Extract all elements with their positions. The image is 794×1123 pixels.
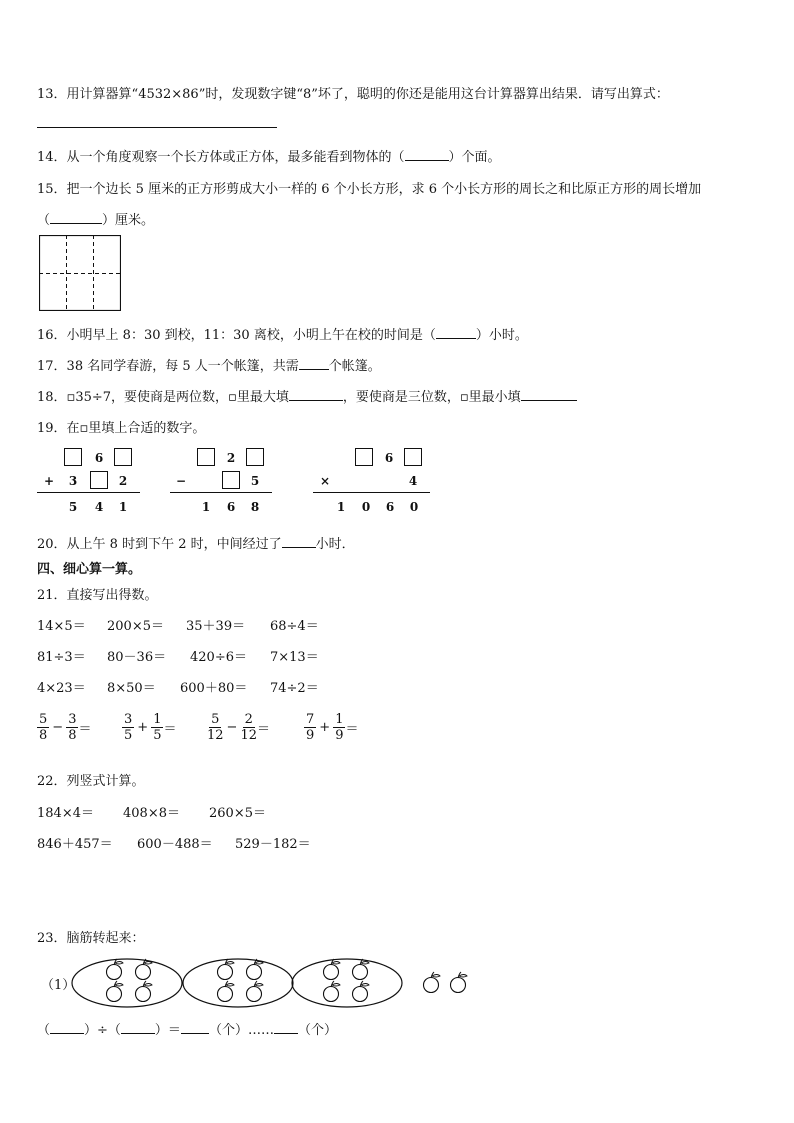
fraction-expression: 5 12 − $\frac{2}{12}$ ＝ — [207, 712, 271, 743]
apple-group — [292, 959, 402, 1007]
calc-item: 35＋39＝ — [186, 619, 246, 634]
calc-item: 184×4＝ — [37, 806, 94, 821]
q16-blank[interactable] — [436, 338, 476, 339]
q14-text: 14．从一个角度观察一个长方体或正方体，最多能看到物体的（ ）个面。 — [37, 150, 501, 165]
digit: 6 — [226, 500, 236, 514]
digit: 4 — [94, 500, 104, 514]
times-sign: × — [319, 474, 331, 488]
calc-item: 600－488＝ — [137, 837, 213, 852]
calc-item: 68÷4＝ — [270, 619, 319, 634]
digit: 0 — [361, 500, 371, 514]
divisor-blank[interactable] — [121, 1033, 155, 1034]
q15-blank[interactable] — [50, 223, 102, 224]
apple-groups-diagram — [70, 952, 480, 1010]
digit-box[interactable] — [355, 448, 373, 466]
q15-text-line1: 15．把一个边长 5 厘米的正方形剪成大小一样的 6 个小长方形，求 6 个小长方形的周长之和比原正方形的周长增加 — [37, 182, 702, 197]
q13-text: 13．用计算器算“4532×86”时，发现数字键“8”坏了，聪明的你还是能用这台计算器算出结果．请写出算式： — [37, 87, 669, 102]
digit: 5 — [250, 474, 260, 488]
q23-formula: （ ）÷（ ）＝ （个）…… （个） — [37, 1023, 337, 1038]
digit: 6 — [385, 500, 395, 514]
q19-text: 19．在▫里填上合适的数字。 — [37, 421, 206, 436]
digit: 6 — [384, 451, 394, 465]
q17-text: 17．38 名同学春游，每 5 人一个帐篷，共需 个帐篷。 — [37, 359, 381, 374]
digit: 0 — [409, 500, 419, 514]
quotient-blank[interactable] — [181, 1033, 209, 1034]
calc-item: 74÷2＝ — [270, 681, 319, 696]
calc-item: 420÷6＝ — [190, 650, 247, 665]
q23-label: （1） — [41, 978, 76, 993]
digit: 1 — [201, 500, 211, 514]
digit: 2 — [118, 474, 128, 488]
calc-item: 260×5＝ — [209, 806, 266, 821]
calc-item: 80－36＝ — [107, 650, 167, 665]
remainder-blank[interactable] — [274, 1033, 298, 1034]
fraction-expression: 5 8 − $\frac{3}{8}$ ＝ — [39, 712, 92, 743]
digit-box[interactable] — [404, 448, 422, 466]
square-cut-diagram — [39, 235, 121, 311]
q23-text: 23．脑筋转起来： — [37, 931, 145, 946]
digit: 6 — [94, 451, 104, 465]
calc-item: 200×5＝ — [107, 619, 164, 634]
digit: 8 — [250, 500, 260, 514]
calc-item: 529－182＝ — [235, 837, 311, 852]
product-line — [313, 492, 430, 493]
apple-group — [72, 959, 182, 1007]
plus-sign: + — [43, 474, 55, 488]
difference-line — [170, 492, 272, 493]
q17-blank[interactable] — [299, 369, 329, 370]
q14-blank[interactable] — [405, 160, 449, 161]
calc-item: 8×50＝ — [107, 681, 156, 696]
q20-blank[interactable] — [282, 547, 316, 548]
digit: 4 — [408, 474, 418, 488]
digit: 5 — [68, 500, 78, 514]
digit-box[interactable] — [64, 448, 82, 466]
calc-item: 846＋457＝ — [37, 837, 113, 852]
digit-box[interactable] — [90, 471, 108, 489]
q13-answer-line[interactable] — [37, 127, 277, 128]
digit-box[interactable] — [197, 448, 215, 466]
remainder-apples — [424, 972, 468, 993]
q18-blank-2[interactable] — [521, 400, 577, 401]
q15-text-line2: （ ）厘米。 — [37, 213, 155, 228]
q22-text: 22．列竖式计算。 — [37, 774, 145, 789]
digit-box[interactable] — [246, 448, 264, 466]
digit: 1 — [336, 500, 346, 514]
digit: 2 — [226, 451, 236, 465]
calc-item: 600＋80＝ — [180, 681, 248, 696]
q18-text: 18．▫35÷7，要使商是两位数，▫里最大填 ，要使商是三位数，▫里最小填 — [37, 386, 577, 405]
calc-item: 7×13＝ — [270, 650, 319, 665]
calc-item: 408×8＝ — [123, 806, 180, 821]
digit-box[interactable] — [222, 471, 240, 489]
apple-group — [183, 959, 293, 1007]
minus-sign: − — [175, 474, 187, 488]
calc-item: 81÷3＝ — [37, 650, 86, 665]
dividend-blank[interactable] — [50, 1033, 84, 1034]
digit-box[interactable] — [114, 448, 132, 466]
digit: 1 — [118, 500, 128, 514]
digit: 3 — [68, 474, 78, 488]
calc-item: 4×23＝ — [37, 681, 86, 696]
q18-blank-1[interactable] — [289, 400, 343, 401]
calc-item: 14×5＝ — [37, 619, 86, 634]
q21-text: 21．直接写出得数。 — [37, 588, 158, 603]
sum-line — [37, 492, 140, 493]
q20-text: 20．从上午 8 时到下午 2 时，中间经过了 小时． — [37, 537, 355, 552]
fraction-expression: 3 5 + $\frac{1}{5}$ ＝ — [124, 712, 177, 743]
fraction-expression: 7 9 + $\frac{1}{9}$ ＝ — [306, 712, 359, 743]
section-title: 四、细心算一算。 — [37, 562, 142, 577]
q16-text: 16．小明早上 8：30 到校，11：30 离校，小明上午在校的时间是（ ）小时。 — [37, 328, 528, 343]
